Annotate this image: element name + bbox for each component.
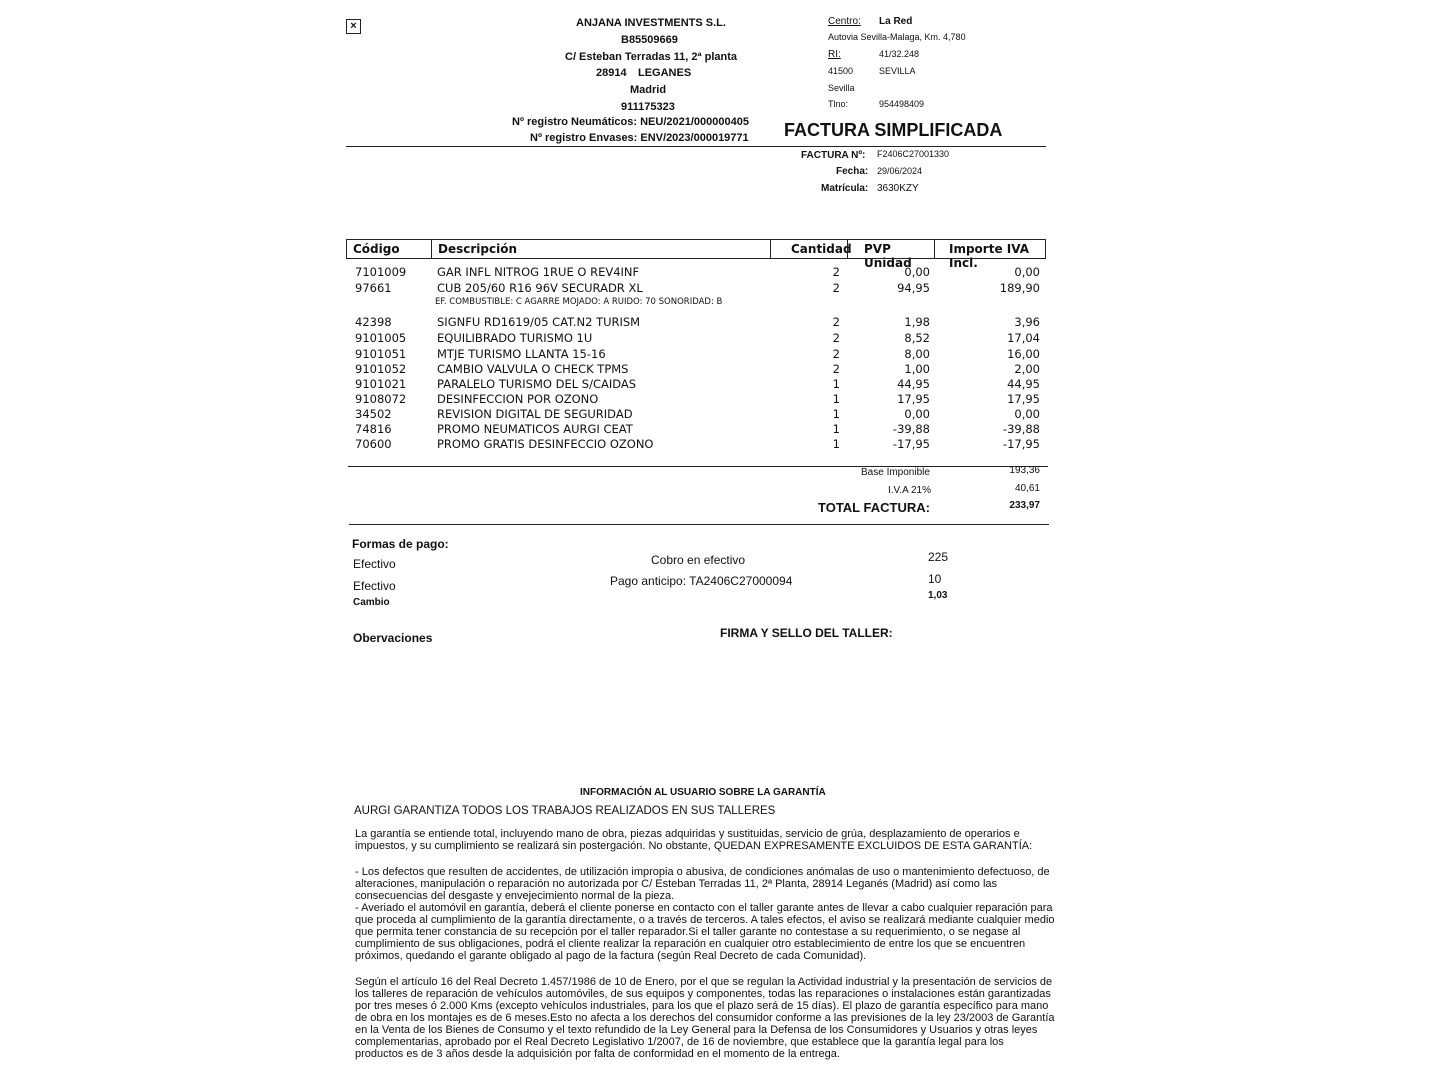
cell-description: DESINFECCION POR OZONO xyxy=(437,392,599,406)
cell-quantity: 2 xyxy=(832,281,840,295)
cell-description: EQUILIBRADO TURISMO 1U xyxy=(437,331,593,345)
cell-quantity: 1 xyxy=(832,407,840,421)
table-row xyxy=(0,362,1440,377)
cell-amount: 3,96 xyxy=(1014,315,1040,329)
cell-description: SIGNFU RD1619/05 CAT.N2 TURISM xyxy=(437,315,641,329)
company-address: C/ Esteban Terradas 11, 2ª planta xyxy=(565,51,737,63)
col-header-importe: Importe IVA Incl. xyxy=(934,239,1046,259)
company-phone: 911175323 xyxy=(621,101,675,113)
cell-quantity: 1 xyxy=(832,377,840,391)
cell-price: -39,88 xyxy=(892,422,930,436)
table-row xyxy=(0,347,1440,362)
cell-description: MTJE TURISMO LLANTA 15-16 xyxy=(437,347,606,361)
cell-description: CUB 205/60 R16 96V SECURADR XL xyxy=(437,281,643,295)
company-province: Madrid xyxy=(630,84,667,96)
company-cif: B85509669 xyxy=(621,34,678,46)
tlf-label: Tlno: xyxy=(828,99,849,109)
cell-amount: -17,95 xyxy=(1002,437,1040,451)
cell-quantity: 1 xyxy=(832,392,840,406)
col-header-cantidad: Cantidad xyxy=(770,239,848,259)
change-value: 1,03 xyxy=(928,590,948,601)
payment-divider xyxy=(349,524,1049,525)
company-reg-neumaticos: Nº registro Neumáticos: NEU/2021/000000405 xyxy=(512,116,749,128)
cell-price: 8,52 xyxy=(904,331,930,345)
payment-method-1: Efectivo xyxy=(353,557,396,571)
cell-amount: 0,00 xyxy=(1014,407,1040,421)
company-city: LEGANES xyxy=(638,67,692,79)
table-row xyxy=(0,437,1440,452)
cell-quantity: 2 xyxy=(832,265,840,279)
cell-amount: -39,88 xyxy=(1002,422,1040,436)
col-header-pvp: PVP Unidad xyxy=(847,239,935,259)
cell-description: PROMO NEUMATICOS AURGI CEAT xyxy=(437,422,633,436)
cell-quantity: 1 xyxy=(832,422,840,436)
cell-code: 9108072 xyxy=(355,392,407,406)
base-value: 193,36 xyxy=(1009,465,1040,476)
invoice-number-label: FACTURA Nº: xyxy=(801,150,866,161)
firma-label: FIRMA Y SELLO DEL TALLER: xyxy=(720,626,893,640)
cell-amount: 189,90 xyxy=(999,281,1040,295)
total-label: TOTAL FACTURA: xyxy=(818,500,930,515)
cell-description: CAMBIO VALVULA O CHECK TPMS xyxy=(437,362,629,376)
cell-code: 34502 xyxy=(355,407,392,421)
cell-code: 97661 xyxy=(355,281,392,295)
cell-price: 1,00 xyxy=(904,362,930,376)
cell-code: 42398 xyxy=(355,315,392,329)
cell-code: 74816 xyxy=(355,422,392,436)
cell-quantity: 2 xyxy=(832,362,840,376)
base-label: Base Imponible xyxy=(861,467,930,478)
table-row xyxy=(0,407,1440,422)
iva-value: 40,61 xyxy=(1014,483,1040,494)
company-postal: 28914 xyxy=(596,67,627,79)
payment-amount-2: 10 xyxy=(928,572,942,586)
payment-title: Formas de pago: xyxy=(352,537,449,551)
warranty-title: INFORMACIÓN AL USUARIO SOBRE LA GARANTÍA xyxy=(580,787,826,798)
warranty-paragraph-2: - Los defectos que resulten de accidentes, de utilización impropia o abusiva, de condiciones anómalas de uso o mantenimiento defectuoso, de alteraciones, manipulación o reparación no autorizada por C/ Esteban Terradas 11, 2ª Planta, 28914 Leganés (Madrid) así como las consecuencias del desgaste y envejecimiento normal de la pieza. xyxy=(355,866,1050,902)
centro-label: Centro: xyxy=(828,16,861,27)
cell-description: REVISION DIGITAL DE SEGURIDAD xyxy=(437,407,633,421)
company-name: ANJANA INVESTMENTS S.L. xyxy=(576,17,726,29)
cell-amount: 16,00 xyxy=(1007,347,1040,361)
warranty-paragraph-4: Según el artículo 16 del Real Decreto 1.457/1986 de 10 de Enero, por el que se regulan la Actividad industrial y la presentación de servicios de los talleres de reparación de vehículos automóviles, de sus equipos y componentes, todas las reparaciones o instalaciones están garantizadas por tres meses ó 2.000 Kms (excepto vehículos industriales, para los que el plazo será de 15 días). El plazo de garantía específico para mano de obra en los montajes es de 6 meses.Esto no afecta a los derechos del consumidor conforme a las previsiones de la ley 23/2003 de Garantía en la Venta de los Bienes de Consumo y el texto refundido de la Ley General para la Defensa de los Consumidores y Usuarios y otras leyes complementarias, aprobado por el Real Decreto Legislativo 1/2007, de 16 de noviembre, que establece que la garantía legal para los productos es de 3 años desde la adquisición por falta de conformidad en el momento de la entrega. xyxy=(355,976,1055,1060)
cell-code: 9101021 xyxy=(355,377,407,391)
payment-method-2: Efectivo xyxy=(353,579,396,593)
observaciones-label: Obervaciones xyxy=(353,631,433,645)
invoice-number: F2406C27001330 xyxy=(877,149,950,159)
centro-province: Sevilla xyxy=(828,83,855,93)
close-mark-icon: × xyxy=(346,19,361,34)
cell-price: 94,95 xyxy=(897,281,930,295)
cell-description: GAR INFL NITROG 1RUE O REV4INF xyxy=(437,265,640,279)
cell-price: 0,00 xyxy=(904,407,930,421)
centro-postal: 41500 xyxy=(828,66,854,76)
table-row xyxy=(0,281,1440,296)
centro-value: La Red xyxy=(879,16,913,27)
invoice-plate-label: Matrícula: xyxy=(821,183,869,194)
cell-code: 70600 xyxy=(355,437,392,451)
ri-label: RI: xyxy=(828,49,841,60)
cell-amount: 17,95 xyxy=(1007,392,1040,406)
table-row xyxy=(0,377,1440,392)
cell-code: 9101005 xyxy=(355,331,407,345)
payment-concept-2: Pago anticipo: TA2406C27000094 xyxy=(610,574,793,588)
cell-quantity: 2 xyxy=(832,347,840,361)
total-value: 233,97 xyxy=(1009,500,1040,511)
tlf-value: 954498409 xyxy=(879,99,925,109)
payment-concept-1: Cobro en efectivo xyxy=(651,553,746,567)
cell-quantity: 1 xyxy=(832,437,840,451)
cell-amount: 44,95 xyxy=(1007,377,1040,391)
cell-amount: 2,00 xyxy=(1014,362,1040,376)
cell-code: 9101052 xyxy=(355,362,407,376)
cell-amount: 17,04 xyxy=(1007,331,1040,345)
cell-amount: 0,00 xyxy=(1014,265,1040,279)
table-row xyxy=(0,315,1440,330)
cell-code: 7101009 xyxy=(355,265,407,279)
table-row xyxy=(0,265,1440,280)
invoice-date-label: Fecha: xyxy=(836,166,869,177)
cell-quantity: 2 xyxy=(832,331,840,345)
warranty-paragraph-3: - Averiado el automóvil en garantía, deberá el cliente ponerse en contacto con el taller garante antes de llevar a cabo cualquier reparación para que proceda al cumplimiento de la garantía directamente, o a través de terceros. A tales efectos, el aviso se realizará mediante cualquier medio que permita tener constancia de su recepción por el taller reparador.Si el taller garante no contestase a su requerimiento, o se negase al cumplimiento de sus obligaciones, podrá el cliente realizar la reparación en cualquier otro establecimiento de entre los que se encuentren próximos, quedando el garante obligado al pago de la factura (según Real Decreto de cada Comunidad). xyxy=(355,902,1055,962)
invoice-date: 29/06/2024 xyxy=(877,166,923,176)
centro-road: Autovia Sevilla-Malaga, Km. 4,780 xyxy=(828,32,966,42)
cell-description: PARALELO TURISMO DEL S/CAIDAS xyxy=(437,377,637,391)
iva-label: I.V.A 21% xyxy=(888,485,931,496)
invoice-plate: 3630KZY xyxy=(877,183,919,194)
cell-price: 0,00 xyxy=(904,265,930,279)
cell-code: 9101051 xyxy=(355,347,407,361)
warranty-subtitle: AURGI GARANTIZA TODOS LOS TRABAJOS REALIZADOS EN SUS TALLERES xyxy=(354,805,776,817)
tyre-label-info: EF. COMBUSTIBLE: C AGARRE MOJADO: A RUIDO: 70 SONORIDAD: B xyxy=(435,297,723,307)
cell-quantity: 2 xyxy=(832,315,840,329)
col-header-descripcion: Descripción xyxy=(431,239,771,259)
cell-price: 17,95 xyxy=(897,392,930,406)
cell-price: 8,00 xyxy=(904,347,930,361)
payment-amount-1: 225 xyxy=(928,550,949,564)
cell-price: -17,95 xyxy=(892,437,930,451)
table-row xyxy=(0,331,1440,346)
invoice-title: FACTURA SIMPLIFICADA xyxy=(784,120,1003,140)
warranty-paragraph-1: La garantía se entiende total, incluyendo mano de obra, piezas adquiridas y sustituidas, servicio de grúa, desplazamiento de operarios e impuestos, y su cumplimiento se realizará sin postergación. No obstante, QUEDAN EXPRESAMENTE EXCLUIDOS DE ESTA GARANTÍA: xyxy=(355,828,1033,852)
table-row xyxy=(0,422,1440,437)
cell-description: PROMO GRATIS DESINFECCIO OZONO xyxy=(437,437,654,451)
col-header-codigo: Código xyxy=(346,239,432,259)
change-label: Cambio xyxy=(353,597,390,608)
totals-divider xyxy=(348,466,1048,467)
header-divider xyxy=(346,146,1046,147)
table-header-divider xyxy=(346,258,1046,259)
table-row xyxy=(0,392,1440,407)
ri-value: 41/32.248 xyxy=(879,49,920,59)
cell-price: 44,95 xyxy=(897,377,930,391)
centro-city: SEVILLA xyxy=(879,66,916,76)
company-reg-envases: Nº registro Envases: ENV/2023/000019771 xyxy=(530,132,749,144)
cell-price: 1,98 xyxy=(904,315,930,329)
